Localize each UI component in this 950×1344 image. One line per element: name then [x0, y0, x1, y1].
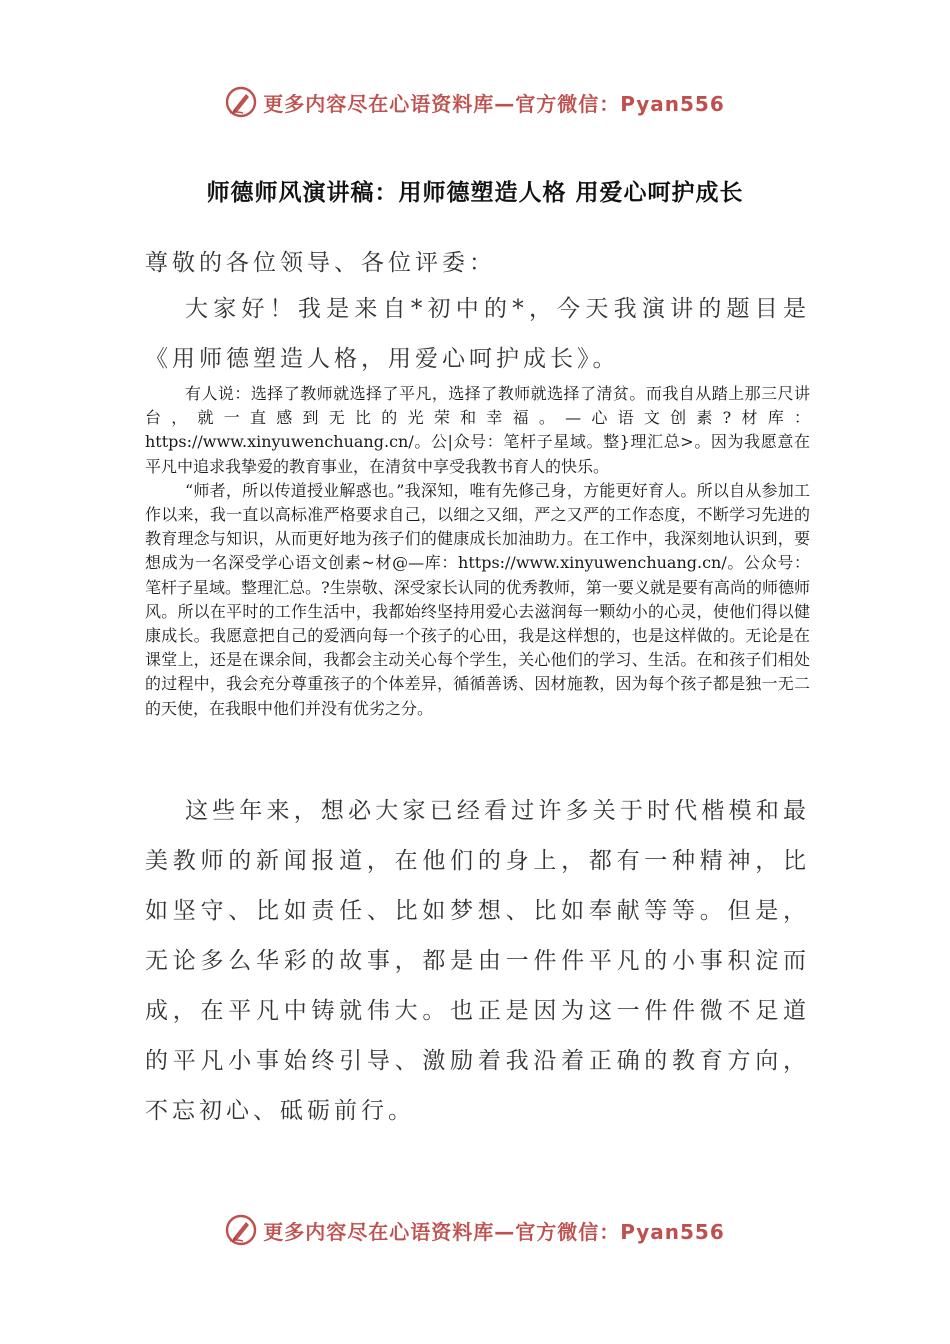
footer-banner-text: 更多内容尽在心语资料库—官方微信：Pyan556 — [263, 1219, 725, 1244]
paragraph-choice: 有人说：选择了教师就选择了平凡，选择了教师就选择了清贫。而我自从踏上那三尺讲台，就一直感到无比的光荣和幸福。—心语文创素?材库：https://www.xinyuwenchuang.cn/。公|众号：笔杆子星域。整}理汇总>。因为我愿意在平凡中追求我挚爱的教育事业，在清贫中享受我教书育人的快乐。 — [145, 384, 810, 476]
header-banner-text: 更多内容尽在心语资料库—官方微信：Pyan556 — [263, 91, 725, 116]
paragraph-teacher: “师者，所以传道授业解惑也。”我深知，唯有先修己身，方能更好育人。所以自从参加工作以来，我一直以高标准严格要求自己，以细之又细，严之又严的工作态度，不断学习先进的教育理念与知识，从而更好地为孩子们的健康成长加油助力。在工作中，我深刻地认识到，要想成为一名深受学心语文创素~材@—库：https://www.xinyuwenchuang.cn/。公众号：笔杆子星域。整理汇总。?生崇敬、深受家长认同的优秀教师，第一要义就是要有高尚的师德师风。所以在平时的工作生活中，我都始终坚持用爱心去滋润每一颗幼小的心灵，使他们得以健康成长。我愿意把自己的爱洒向每一个孩子的心田，我是这样想的，也是这样做的。无论是在课堂上，还是在课余间，我都会主动关心每个学生，关心他们的学习、生活。在和孩子们相处的过程中，我会充分尊重孩子的个体差异，循循善诱、因材施教，因为每个孩子都是独一无二的天使，在我眼中他们并没有优劣之分。 — [145, 480, 810, 718]
story-paragraph: 这些年来，想必大家已经看过许多关于时代楷模和最美教师的新闻报道，在他们的身上，都有一种精神，比如坚守、比如责任、比如梦想、比如奉献等等。但是，无论多么华彩的故事，都是由一件件平凡的小事积淀而成，在平凡中铸就伟大。也正是因为这一件件微不足道的平凡小事始终引导、激励着我沿着正确的教育方向，不忘初心、砥砺前行。 — [145, 798, 810, 1124]
intro-paragraph: 大家好！我是来自*初中的*，今天我演讲的题目是《用师德塑造人格，用爱心呵护成长》。 — [145, 296, 810, 372]
salutation: 尊敬的各位领导、各位评委： — [145, 250, 496, 276]
page-title: 师德师风演讲稿：用师德塑造人格 用爱心呵护成长 — [206, 180, 744, 206]
body-small-text — [145, 382, 810, 721]
pen-logo-icon — [225, 86, 257, 118]
pen-logo-icon — [225, 1214, 257, 1246]
header-banner — [0, 82, 950, 122]
footer-banner — [0, 1210, 950, 1250]
